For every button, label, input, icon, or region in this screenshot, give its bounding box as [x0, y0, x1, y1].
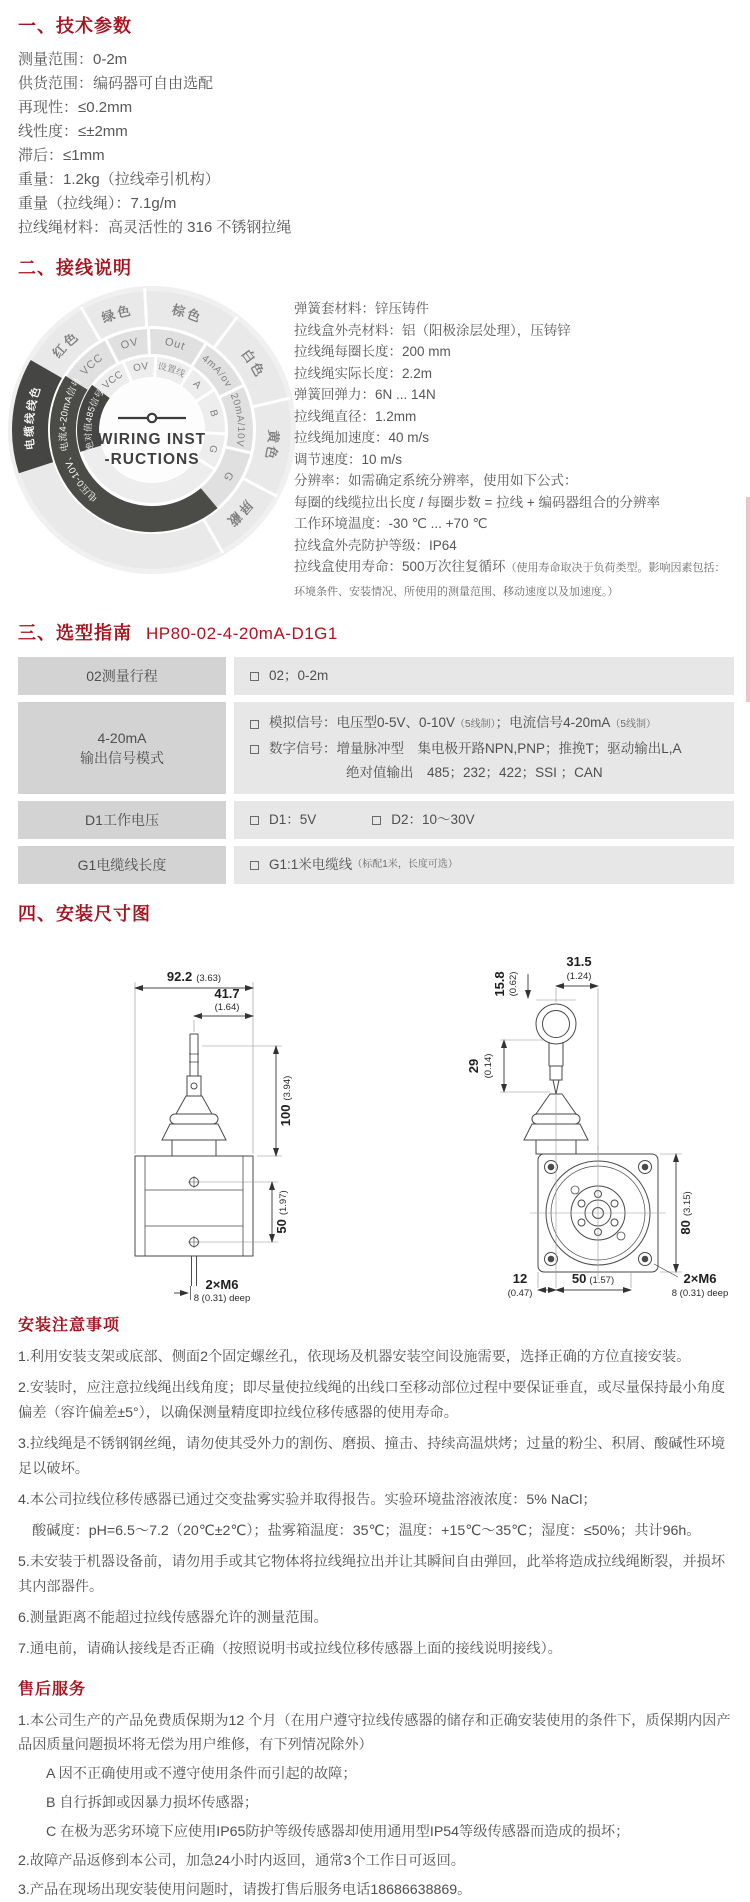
abs-vcc: VCC — [100, 368, 125, 392]
spec-line: 调节速度：10 m/s — [294, 451, 403, 467]
note-line: 1.利用安装支架或底部、侧面2个固定螺丝孔，依现场及机器安装空间设施需要，选择正确的方位直接安装。 — [18, 1349, 691, 1365]
spec-line: 拉线绳每圈长度：200 mm — [294, 344, 451, 359]
abs-b: B — [207, 408, 221, 419]
note-line: 2.安装时，应注意拉线绳出线角度；即尽量使拉线绳的出线口至移动部位过程中要保证垂直，或尽量保持最小角度偏差（容许偏差±5°），以确保测量精度即拉线位移传感器的使用寿命。 — [18, 1380, 726, 1421]
row-label-line2: 输出信号模式 — [80, 750, 164, 766]
dim-eyelet-width: 15.8 — [492, 971, 507, 997]
dim-ring-in: (0.14) — [483, 1053, 494, 1079]
row-label-line1: 4-20mA — [97, 730, 147, 746]
digital-option: 数字信号：增量脉冲型 集电极开路NPN,PNP；推挽T；驱动输出L,A — [269, 741, 682, 756]
note-line-continued: 酸碱度：pH=6.5～7.2（20℃±2℃）；盐雾箱温度：35℃；温度：+15℃～35℃；湿度：≤50%；共计96h。 — [32, 1523, 701, 1539]
page-edge-strip — [746, 497, 750, 702]
spec-line: 滞后：≤1mm — [18, 147, 105, 164]
analog-signal-header: 电压0-10V、电流4-20mA信号 — [57, 375, 101, 504]
spec-line: 拉线绳直径：1.2mm — [294, 408, 417, 424]
section-technical-parameters — [18, 12, 734, 240]
row-label: D1工作电压 — [18, 801, 226, 839]
abs-ov: OV — [132, 360, 150, 374]
cable-color-header: 电缆线线色 — [23, 383, 44, 451]
spec-line: 拉线绳实际长度：2.2m — [294, 365, 433, 381]
dim-offset-in: (1.24) — [566, 971, 592, 982]
note-line: 7.通电前，请确认接线是否正确（按照说明书或拉线位移传感器上面的接线说明接线）。 — [18, 1641, 562, 1657]
checkbox-icon — [250, 745, 259, 754]
note-line: 3.拉线绳是不锈钢钢丝绳，请勿使其受外力的割伤、磨损、撞击、持续高温烘烤；过量的粉尘、积屑、酸碱性环境足以破坏。 — [18, 1436, 726, 1477]
spec-line: 拉线绳加速度：40 m/s — [294, 430, 430, 445]
service-line: 2.故障产品返修到本公司，加急24小时内返回，通常3个工作日可返回。 — [18, 1853, 465, 1869]
wire-color-yellow: 黄色 — [262, 429, 282, 464]
dim-hole-spacing: 50 (1.57) — [571, 1271, 615, 1286]
spec-line: 拉线绳材料：高灵活性的 316 不锈钢拉绳 — [18, 219, 292, 236]
analog-ov: OV — [119, 336, 140, 353]
spec-line: 拉线盒外壳防护等级：IP64 — [294, 537, 457, 553]
spec-line: 再现性：≤0.2mm — [18, 99, 133, 116]
spec-line: 重量：1.2kg（拉线牵引机构） — [18, 171, 220, 188]
analog-4ma-ov: 4mA/ov — [199, 352, 235, 390]
section-selection-guide — [18, 619, 734, 884]
wire-circle-icon — [148, 414, 156, 422]
wire-color-red: 红色 — [49, 327, 83, 361]
dim-edge-offset: 12 — [512, 1271, 528, 1286]
life-note: （使用寿命取决于负荷类型。影响因素包括：环境条件、安装情况、所使用的测量范围、移动速度以及加速度。） — [294, 562, 726, 598]
checkbox-icon — [250, 816, 259, 825]
note-line: 6.测量距离不能超过拉线传感器允许的测量范围。 — [18, 1610, 328, 1626]
notes-title: 安装注意事项 — [18, 1317, 121, 1334]
analog-option: 模拟信号：电压型0-5V、0-10V（5线制）；电流信号4-20mA（5线制） — [269, 715, 656, 730]
section-installation-dimensions — [18, 900, 734, 1302]
stroke-value: 02；0-2m — [269, 668, 329, 683]
center-title-line2: -RUCTIONS — [104, 451, 200, 468]
abs-g: G — [206, 443, 220, 455]
service-exception-c: C 在极为恶劣环境下应使用IP65防护等级传感器却使用通用型IP54等级传感器而造成的损坏； — [46, 1824, 630, 1840]
dim-lower-height: 50(1.97) — [274, 1190, 289, 1234]
wire-color-shield: 屏蔽 — [223, 497, 257, 532]
checkbox-icon — [372, 816, 381, 825]
service-exception-a: A 因不正确使用或不遵守使用条件而引起的故障； — [46, 1766, 357, 1782]
table-row-stroke — [18, 657, 734, 695]
note-line: 4.本公司拉线位移传感器已通过交变盐雾实验并取得报告。实验环境盐溶液浓度：5% NaCl； — [18, 1492, 597, 1508]
analog-g: G — [220, 469, 236, 484]
dim-body-height: 80(3.15) — [678, 1191, 693, 1235]
table-row-output-mode — [18, 702, 734, 794]
spec-line: 分辨率：如需确定系统分辨率，使用如下公式： — [294, 473, 578, 488]
row-label — [18, 702, 226, 794]
spec-line: 工作环境温度：-30 ℃ ... +70 ℃ — [294, 516, 488, 531]
wire-color-brown: 棕色 — [170, 301, 206, 326]
model-number: HP80-02-4-20mA-D1G1 — [146, 624, 338, 643]
spec-line-service-life — [294, 556, 734, 603]
center-title-line1: WIRING INST — [97, 431, 207, 448]
voltage-option-d2: D2：10～30V — [391, 812, 475, 827]
dim-inner-width: 41.7 — [214, 986, 240, 1001]
cable-length-value: G1:1米电缆线 — [269, 857, 353, 872]
voltage-option-d1: D1：5V — [269, 812, 317, 827]
checkbox-icon — [250, 672, 259, 681]
checkbox-icon — [250, 720, 259, 729]
section3-title: 三、选型指南 — [18, 623, 132, 643]
abs-output-value: 485；232；422；SSI ；CAN — [427, 765, 603, 780]
dim-thread: 2×M6 — [205, 1277, 239, 1292]
abs-a: A — [190, 378, 204, 392]
service-title: 售后服务 — [18, 1681, 87, 1698]
abs-setup-wire: 设置线 — [157, 361, 188, 380]
spec-line: 重量（拉线绳）：7.1g/m — [18, 195, 177, 212]
cable-length-note: （标配1米，长度可选） — [352, 859, 458, 870]
dim-thread: 2×M6 — [683, 1271, 717, 1286]
wiring-circle-diagram — [2, 280, 302, 580]
analog-vcc: VCC — [78, 351, 106, 378]
table-row-cable-length — [18, 846, 734, 884]
spec-line: 弹簧套材料：锌压铸件 — [294, 301, 429, 316]
dim-eyelet-width-in: (0.62) — [508, 971, 519, 997]
row-label: 02测量行程 — [18, 657, 226, 695]
analog-out: Out — [163, 335, 188, 353]
wire-color-white: 白色 — [238, 346, 269, 382]
dim-inner-width-in: (1.64) — [214, 1002, 240, 1013]
wiring-diagram — [2, 280, 294, 603]
side-view-drawing — [416, 936, 750, 1304]
table-row-voltage — [18, 801, 734, 839]
dim-upper-height: 100(3.94) — [278, 1075, 293, 1127]
spec-line: 拉线盒外壳材料：铝（阳极涂层处理），压铸锌 — [294, 322, 571, 338]
spec-line: 每圈的线缆拉出长度 / 每圈步数 = 拉线 + 编码器组合的分辨率 — [294, 494, 661, 510]
service-line: 1.本公司生产的产品免费质保期为12 个月（在用户遵守拉线传感器的储存和正确安装使用的条件下，质保期内因产品因质量问题损坏将无偿为用户维修，有下列情况除外） — [18, 1713, 731, 1753]
section-installation-notes — [18, 1312, 734, 1662]
dim-edge-offset-in: (0.47) — [507, 1288, 533, 1299]
dim-ring: 29 — [466, 1058, 481, 1074]
wiring-spec-list — [294, 290, 734, 603]
spec-line: 线性度：≤±2mm — [18, 123, 128, 140]
dim-thread-depth: 8 (0.31) deep — [193, 1293, 251, 1304]
service-exception-b: B 自行拆卸或因暴力损坏传感器； — [46, 1795, 259, 1811]
service-line-phone: 3.产品在现场出现安装使用问题时，请拨打售后服务电话18686638869。 — [18, 1882, 472, 1898]
wire-color-green: 绿色 — [99, 301, 135, 326]
abs-output-label: 绝对值输出 — [346, 765, 414, 780]
analog-20ma-10v: 20mA/10V — [228, 391, 247, 449]
spec-line: 测量范围：0-2m — [18, 51, 128, 68]
section-wiring-instructions — [18, 254, 734, 603]
row-label: G1电缆线长度 — [18, 846, 226, 884]
checkbox-icon — [250, 861, 259, 870]
life-main: 拉线盒使用寿命：500万次往复循环 — [294, 559, 506, 574]
abs-signal-header: 绝对值485信号 — [82, 386, 107, 452]
dim-thread-depth: 8 (0.31) deep — [671, 1288, 729, 1299]
front-view-drawing — [118, 936, 328, 1304]
note-line: 5.未安装于机器设备前，请勿用手或其它物体将拉线绳拉出并让其瞬间自由弹回，此举将造成拉线绳断裂，并损坏其内部器件。 — [18, 1554, 726, 1595]
dim-total-width: 92.2 (3.63) — [166, 969, 222, 984]
section4-title: 四、安装尺寸图 — [18, 904, 151, 924]
spec-line: 供货范围：编码器可自由选配 — [18, 75, 214, 92]
section1-title: 一、技术参数 — [18, 16, 132, 36]
spec-line: 弹簧回弹力：6N ... 14N — [294, 387, 436, 402]
dim-offset: 31.5 — [566, 954, 592, 969]
dimension-drawings — [18, 936, 734, 1302]
selection-table — [18, 657, 734, 884]
section2-title: 二、接线说明 — [18, 258, 132, 278]
section-after-sales-service — [18, 1676, 734, 1902]
